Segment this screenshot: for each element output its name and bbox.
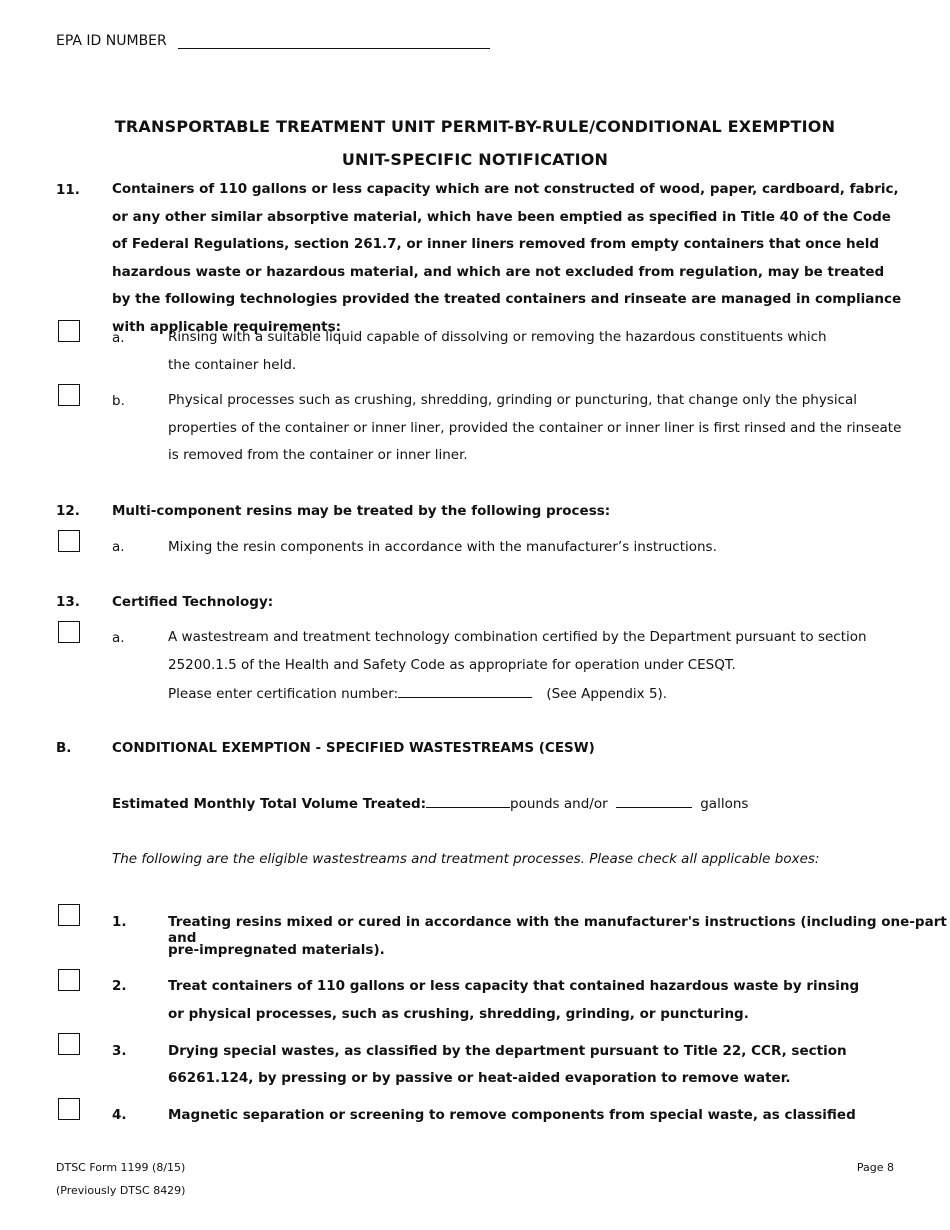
- volume-row: [112, 795, 748, 812]
- b2-number: 2.: [112, 978, 127, 994]
- checkbox-11b[interactable]: [58, 384, 80, 406]
- certification-row: [168, 685, 667, 702]
- item-11a-text: Rinsing with a suitable liquid capable of dissolving or removing the hazardous constituents which the container held.: [168, 329, 827, 373]
- item-11a-letter: a.: [112, 330, 125, 346]
- epa-id-field[interactable]: [178, 48, 490, 49]
- b3-text-line1: Drying special wastes, as classified by the department pursuant to Title 22, CCR, section: [168, 1043, 847, 1059]
- b1-number: 1.: [112, 914, 127, 930]
- epa-id-label: EPA ID NUMBER: [56, 33, 167, 49]
- page-number: Page 8: [856, 1161, 894, 1174]
- pounds-label: pounds and/or: [510, 796, 608, 812]
- item-11b-text: Physical processes such as crushing, shredding, grinding or puncturing, that change only the physical properties of the container or inner liner, provided the container or inner liner is first rinsed and the rinseate is removed from the container or inner liner.: [168, 392, 902, 463]
- checkbox-13a[interactable]: [58, 621, 80, 643]
- b2-text-line2: or physical processes, such as crushing, shredding, grinding, or puncturing.: [168, 1006, 749, 1022]
- certification-number-field[interactable]: [398, 685, 532, 698]
- section-12-heading: Multi-component resins may be treated by the following process:: [112, 503, 611, 519]
- section-12-number: 12.: [56, 503, 80, 519]
- page-subtitle: UNIT-SPECIFIC NOTIFICATION: [341, 150, 609, 169]
- item-12a-text: Mixing the resin components in accordance with the manufacturer’s instructions.: [168, 539, 717, 555]
- page-title: TRANSPORTABLE TREATMENT UNIT PERMIT-BY-RULE/CONDITIONAL EXEMPTION: [114, 117, 836, 136]
- certification-label: Please enter certification number:: [168, 686, 399, 702]
- previous-form-number: (Previously DTSC 8429): [56, 1184, 186, 1197]
- b4-text-line1: Magnetic separation or screening to remove components from special waste, as classified: [168, 1107, 856, 1123]
- volume-label: Estimated Monthly Total Volume Treated:: [112, 796, 427, 812]
- form-number: DTSC Form 1199 (8/15): [56, 1161, 186, 1174]
- checkbox-b3[interactable]: [58, 1033, 80, 1055]
- section-11-number: 11.: [56, 182, 80, 198]
- checkbox-12a[interactable]: [58, 530, 80, 552]
- gallons-field[interactable]: [616, 795, 692, 808]
- section-b-heading: CONDITIONAL EXEMPTION - SPECIFIED WASTESTREAMS (CESW): [112, 740, 595, 756]
- b3-text-line2: 66261.124, by pressing or by passive or heat-aided evaporation to remove water.: [168, 1070, 791, 1086]
- section-13-heading: Certified Technology:: [112, 594, 274, 610]
- section-11-text: Containers of 110 gallons or less capacity which are not constructed of wood, paper, cardboard, fabric, or any other similar absorptive material, which have been emptied as specified in Title 40 of the Code of Federal Regulations, section 261.7, or inner liners removed from empty containers that once held hazardous waste or hazardous material, and which are not excluded from regulation, may be treated by the following technologies provided the treated containers and rinseate are managed in compliance with applicable requirements:: [112, 181, 902, 335]
- checkbox-11a[interactable]: [58, 320, 80, 342]
- item-11b-letter: b.: [112, 393, 125, 409]
- item-13a-letter: a.: [112, 630, 125, 646]
- b1-text-line1: Treating resins mixed or cured in accordance with the manufacturer's instructions (including one-part and: [168, 914, 947, 946]
- eligible-instructions: The following are the eligible wastestreams and treatment processes. Please check all applicable boxes:: [112, 851, 820, 867]
- certification-appendix-note: (See Appendix 5).: [546, 686, 668, 702]
- checkbox-b2[interactable]: [58, 969, 80, 991]
- checkbox-b4[interactable]: [58, 1098, 80, 1120]
- item-13a-text: A wastestream and treatment technology combination certified by the Department pursuant to section 25200.1.5 of the Health and Safety Code as appropriate for operation under CESQT.: [168, 629, 867, 673]
- item-12a-letter: a.: [112, 539, 125, 555]
- gallons-label: gallons: [700, 796, 749, 812]
- pounds-field[interactable]: [426, 795, 510, 808]
- b4-number: 4.: [112, 1107, 127, 1123]
- checkbox-b1[interactable]: [58, 904, 80, 926]
- b3-number: 3.: [112, 1043, 127, 1059]
- section-13-number: 13.: [56, 594, 80, 610]
- b2-text-line1: Treat containers of 110 gallons or less capacity that contained hazardous waste by rinsing: [168, 978, 860, 994]
- section-b-letter: B.: [56, 740, 72, 756]
- b1-text-line2: pre-impregnated materials).: [168, 942, 385, 958]
